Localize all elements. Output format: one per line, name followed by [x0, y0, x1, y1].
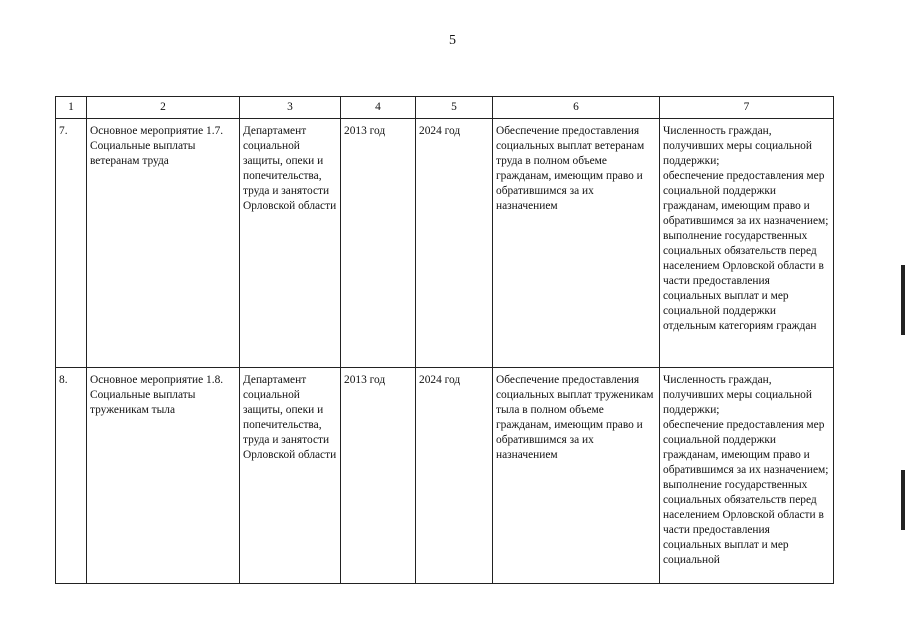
column-header: 7 [660, 97, 834, 119]
scan-edge-mark [901, 470, 905, 530]
table-row [56, 119, 834, 368]
measure-name-cell: Основное мероприятие 1.8. Социальные выплаты труженикам тыла [87, 368, 240, 584]
expected-result-cell: Обеспечение предоставления социальных выплат ветеранам труда в полном объеме гражданам, имеющим право и обратившимся за их назначением [493, 119, 660, 368]
column-header: 5 [416, 97, 493, 119]
indicators-cell: Численность граждан, получивших меры социальной поддержки; обеспечение предоставления мер социальной поддержки гражданам, имеющим право и обратившимся за их назначением; выполнение государственных социальных обязательств перед населением Орловской области в части предоставления социальных выплат и мер социальной поддержки отдельным категориям граждан [660, 119, 834, 368]
scan-edge-mark [901, 265, 905, 335]
executor-cell: Департамент социальной защиты, опеки и попечительства, труда и занятости Орловской области [240, 119, 341, 368]
table-header-row [56, 97, 834, 119]
start-year-cell: 2013 год [341, 368, 416, 584]
executor-cell: Департамент социальной защиты, опеки и попечительства, труда и занятости Орловской области [240, 368, 341, 584]
column-header: 1 [56, 97, 87, 119]
column-header: 6 [493, 97, 660, 119]
measure-name-cell: Основное мероприятие 1.7. Социальные выплаты ветеранам труда [87, 119, 240, 368]
row-number-cell: 8. [56, 368, 87, 584]
start-year-cell: 2013 год [341, 119, 416, 368]
expected-result-cell: Обеспечение предоставления социальных выплат труженикам тыла в полном объеме гражданам, имеющим право и обратившимся за их назначением [493, 368, 660, 584]
row-number-cell: 7. [56, 119, 87, 368]
measures-table [55, 96, 834, 584]
end-year-cell: 2024 год [416, 368, 493, 584]
page-number: 5 [449, 33, 456, 48]
column-header: 2 [87, 97, 240, 119]
end-year-cell: 2024 год [416, 119, 493, 368]
indicators-cell: Численность граждан, получивших меры социальной поддержки; обеспечение предоставления мер социальной поддержки гражданам, имеющим право и обратившимся за их назначением; выполнение государственных социальных обязательств перед населением Орловской области в части предоставления социальных выплат и мер социальной [660, 368, 834, 584]
table-row [56, 368, 834, 584]
column-header: 3 [240, 97, 341, 119]
column-header: 4 [341, 97, 416, 119]
